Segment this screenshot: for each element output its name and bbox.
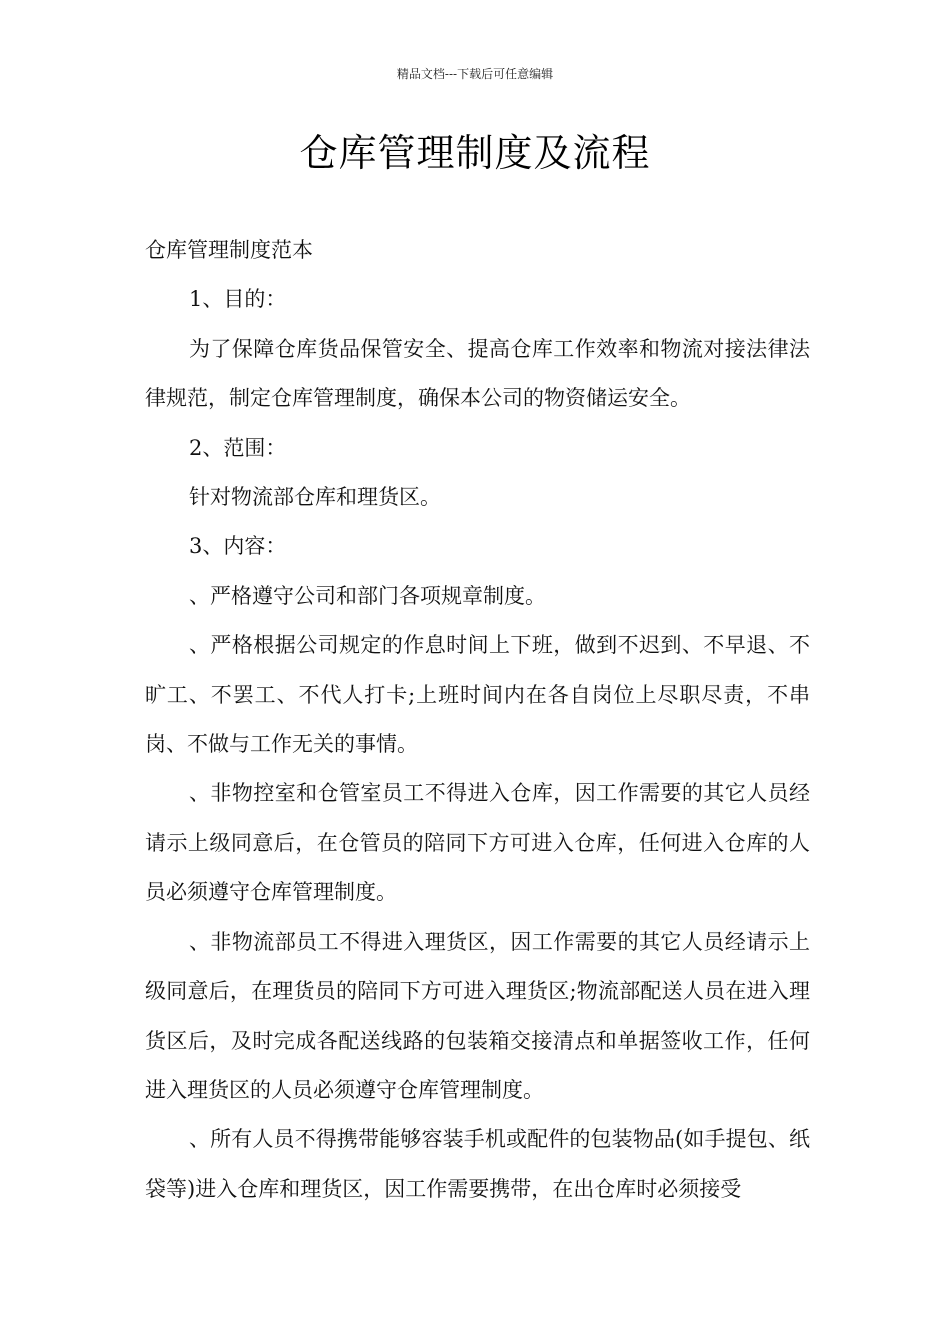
section-title: 仓库管理制度范本: [145, 238, 313, 262]
paragraph-purpose: 为了保障仓库货品保管安全、提高仓库工作效率和物流对接法律法律规范，制定仓库管理制度，确保本公司的物资储运安全。: [145, 336, 810, 411]
paragraph-scope: 针对物流部仓库和理货区。: [189, 485, 441, 510]
heading-content: 3、内容：: [189, 534, 287, 559]
rule-item-3: 、非物控室和仓管室员工不得进入仓库，因工作需要的其它人员经请示上级同意后，在仓管员的陪同下方可进入仓库，任何进入仓库的人员必须遵守仓库管理制度。: [145, 781, 810, 905]
document-body: [145, 226, 810, 1214]
rule-item-5: 、所有人员不得携带能够容装手机或配件的包装物品(如手提包、纸袋等)进入仓库和理货区，因工作需要携带，在出仓库时必须接受: [145, 1127, 810, 1201]
heading-scope: 2、范围：: [189, 435, 287, 460]
heading-purpose: 1、目的：: [189, 287, 287, 312]
rule-item-4: 、非物流部员工不得进入理货区，因工作需要的其它人员经请示上级同意后，在理货员的陪同下方可进入理货区;物流部配送人员在进入理货区后，及时完成各配送线路的包装箱交接清点和单据签收工作，任何进入理货区的人员必须遵守仓库管理制度。: [145, 929, 810, 1102]
header-note: 精品文档---下载后可任意编辑: [396, 67, 554, 81]
rule-item-1: 、严格遵守公司和部门各项规章制度。: [189, 583, 546, 608]
rule-item-2: 、严格根据公司规定的作息时间上下班，做到不迟到、不早退、不旷工、不罢工、不代人打卡;上班时间内在各自岗位上尽职尽责，不串岗、不做与工作无关的事情。: [145, 633, 810, 757]
document-title: 仓库管理制度及流程: [299, 131, 651, 175]
